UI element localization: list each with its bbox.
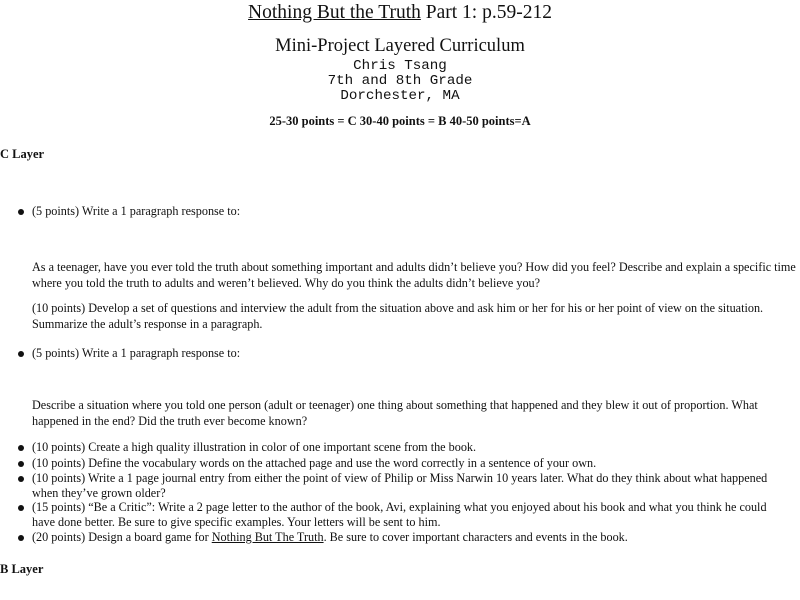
c-item-1: (5 points) Write a 1 paragraph response to: xyxy=(32,204,241,218)
c-item-7-text: (20 points) Design a board game for xyxy=(32,530,212,544)
b-layer-heading: B Layer xyxy=(0,562,44,576)
c-item-7-book-title: Nothing But The Truth xyxy=(211,530,324,544)
bullet-icon xyxy=(18,461,24,467)
c-item-7-text-end: . Be sure to cover important characters and events in the book. xyxy=(323,530,628,544)
c-layer-heading: C Layer xyxy=(0,147,45,161)
c-item-2: (5 points) Write a 1 paragraph response to: xyxy=(32,346,241,360)
c-item-7 xyxy=(32,530,792,545)
grade-level: 7th and 8th Grade xyxy=(327,73,473,89)
location: Dorchester, MA xyxy=(340,88,460,104)
prompt-1: As a teenager, have you ever told the truth about something important and adults didn’t believe you? How did you feel? Describe and explain a specific time where you told the truth to adults and weren’t believed. Why do you think the adults didn’t believe you? xyxy=(32,260,796,290)
bullet-icon xyxy=(18,351,24,357)
grading-scale: 25-30 points = C 30-40 points = B 40-50 points=A xyxy=(269,114,531,128)
book-title: Nothing But the Truth xyxy=(248,2,421,23)
prompt-3: Describe a situation where you told one person (adult or teenager) one thing about something that happened and they blew it out of proportion. What happened in the end? Did the truth ever become known? xyxy=(32,398,758,428)
author: Chris Tsang xyxy=(353,58,447,74)
bullet-icon xyxy=(18,505,24,511)
c-item-5: (10 points) Write a 1 page journal entry from either the point of view of Philip or Miss Narwin 10 years later. What do they think about what happened when they’ve grown older? xyxy=(32,471,768,500)
prompt-2: (10 points) Develop a set of questions and interview the adult from the situation above and ask him or her for his or her point of view on the situation. Summarize the adult’s response in a paragraph. xyxy=(32,301,764,331)
subtitle: Mini-Project Layered Curriculum xyxy=(275,36,525,56)
bullet-icon xyxy=(18,209,24,215)
bullet-icon xyxy=(18,535,24,541)
c-item-4: (10 points) Define the vocabulary words on the attached page and use the word correctly in a sentence of your own. xyxy=(32,456,597,470)
bullet-icon xyxy=(18,476,24,482)
document-title xyxy=(0,2,800,24)
c-item-3: (10 points) Create a high quality illustration in color of one important scene from the book. xyxy=(32,440,477,454)
c-item-6: (15 points) “Be a Critic”: Write a 2 page letter to the author of the book, Avi, explaining what you enjoyed about his book and what you think he could have done better. Be sure to give specific examples. Your letters will be sent to him. xyxy=(32,500,767,529)
title-pages: Part 1: p.59-212 xyxy=(420,2,552,23)
bullet-icon xyxy=(18,445,24,451)
